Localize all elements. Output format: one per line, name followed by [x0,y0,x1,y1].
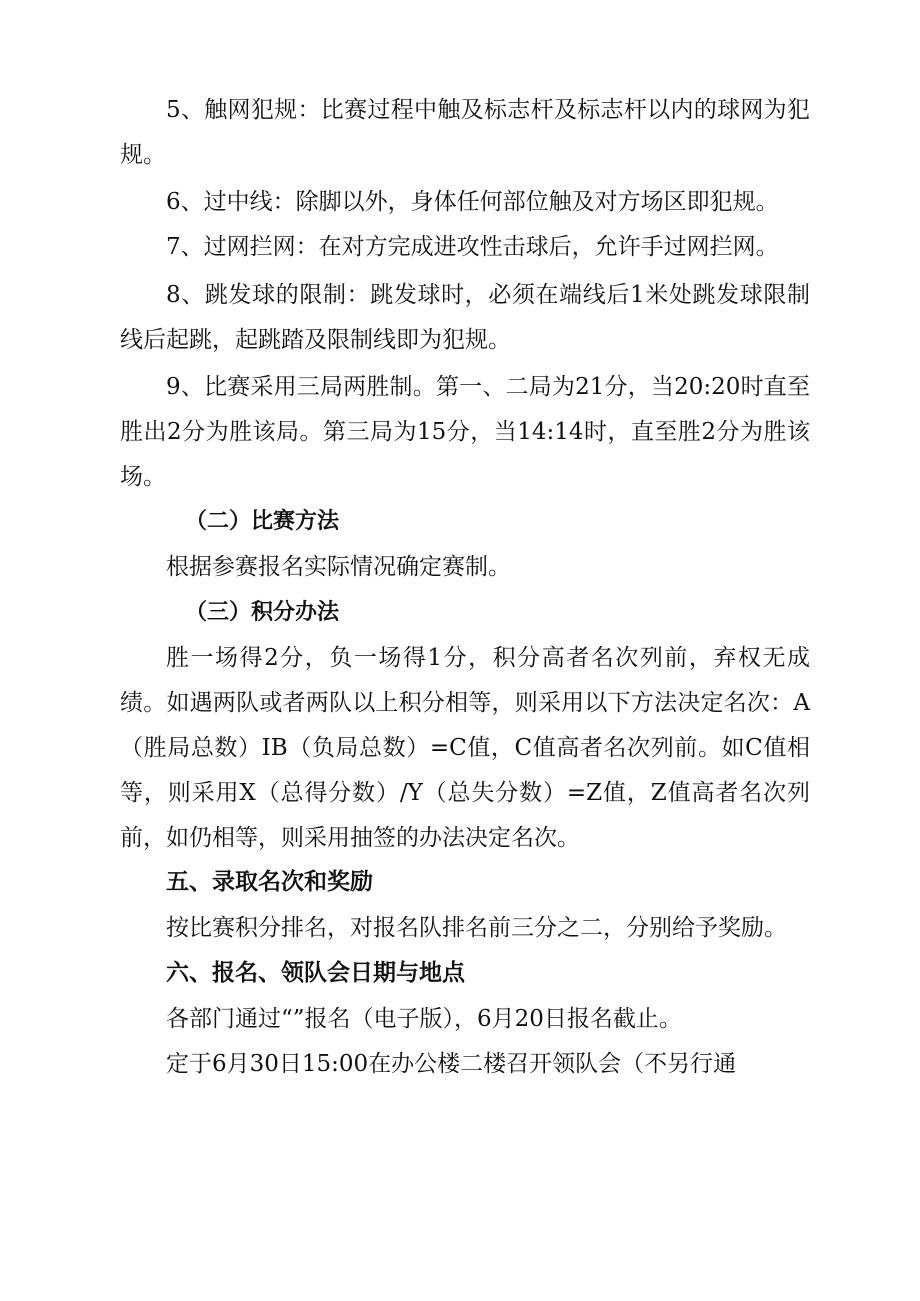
awards-heading: 五、录取名次和奖励 [166,869,373,895]
meeting-text: 定于6月30日15:00在办公楼二楼召开领队会（不另行通 [166,1051,737,1077]
registration-text: 各部门通过“”报名（电子版），6月20日报名截止。 [166,1006,682,1032]
rule-5: 5、触网犯规：比赛过程中触及标志杆及标志杆以内的球网为犯规。 [120,97,810,168]
rule-6: 6、过中线：除脚以外，身体任何部位触及对方场区即犯规。 [166,189,779,215]
method-heading: （二）比赛方法 [185,509,340,534]
scoring-heading: （三）积分办法 [185,600,340,625]
scoring-text: 胜一场得2分，负一场得1分，积分高者名次列前，弃权无成绩。如遇两队或者两队以上积分相等，则采用以下方法决定名次：A（胜局总数）IB（负局总数）=C值，C值高者名次列前。如C值相等，则采用X（总得分数）/Y（总失分数）=Z值，Z值高者名次列前，如仍相等，则采用抽签的办法决定名次。 [120,645,810,851]
rule-9: 9、比赛采用三局两胜制。第一、二局为21分，当20:20时直至胜出2分为胜该局。第三局为15分，当14:14时，直至胜2分为胜该场。 [120,374,810,490]
rule-7: 7、过网拦网：在对方完成进攻性击球后，允许手过网拦网。 [166,234,779,260]
method-text: 根据参赛报名实际情况确定赛制。 [166,554,511,580]
registration-heading: 六、报名、领队会日期与地点 [166,960,465,986]
rule-8: 8、跳发球的限制：跳发球时，必须在端线后1米处跳发球限制线后起跳，起跳踏及限制线即为犯规。 [120,282,810,353]
awards-text: 按比赛积分排名，对报名队排名前三分之二，分别给予奖励。 [166,915,787,941]
